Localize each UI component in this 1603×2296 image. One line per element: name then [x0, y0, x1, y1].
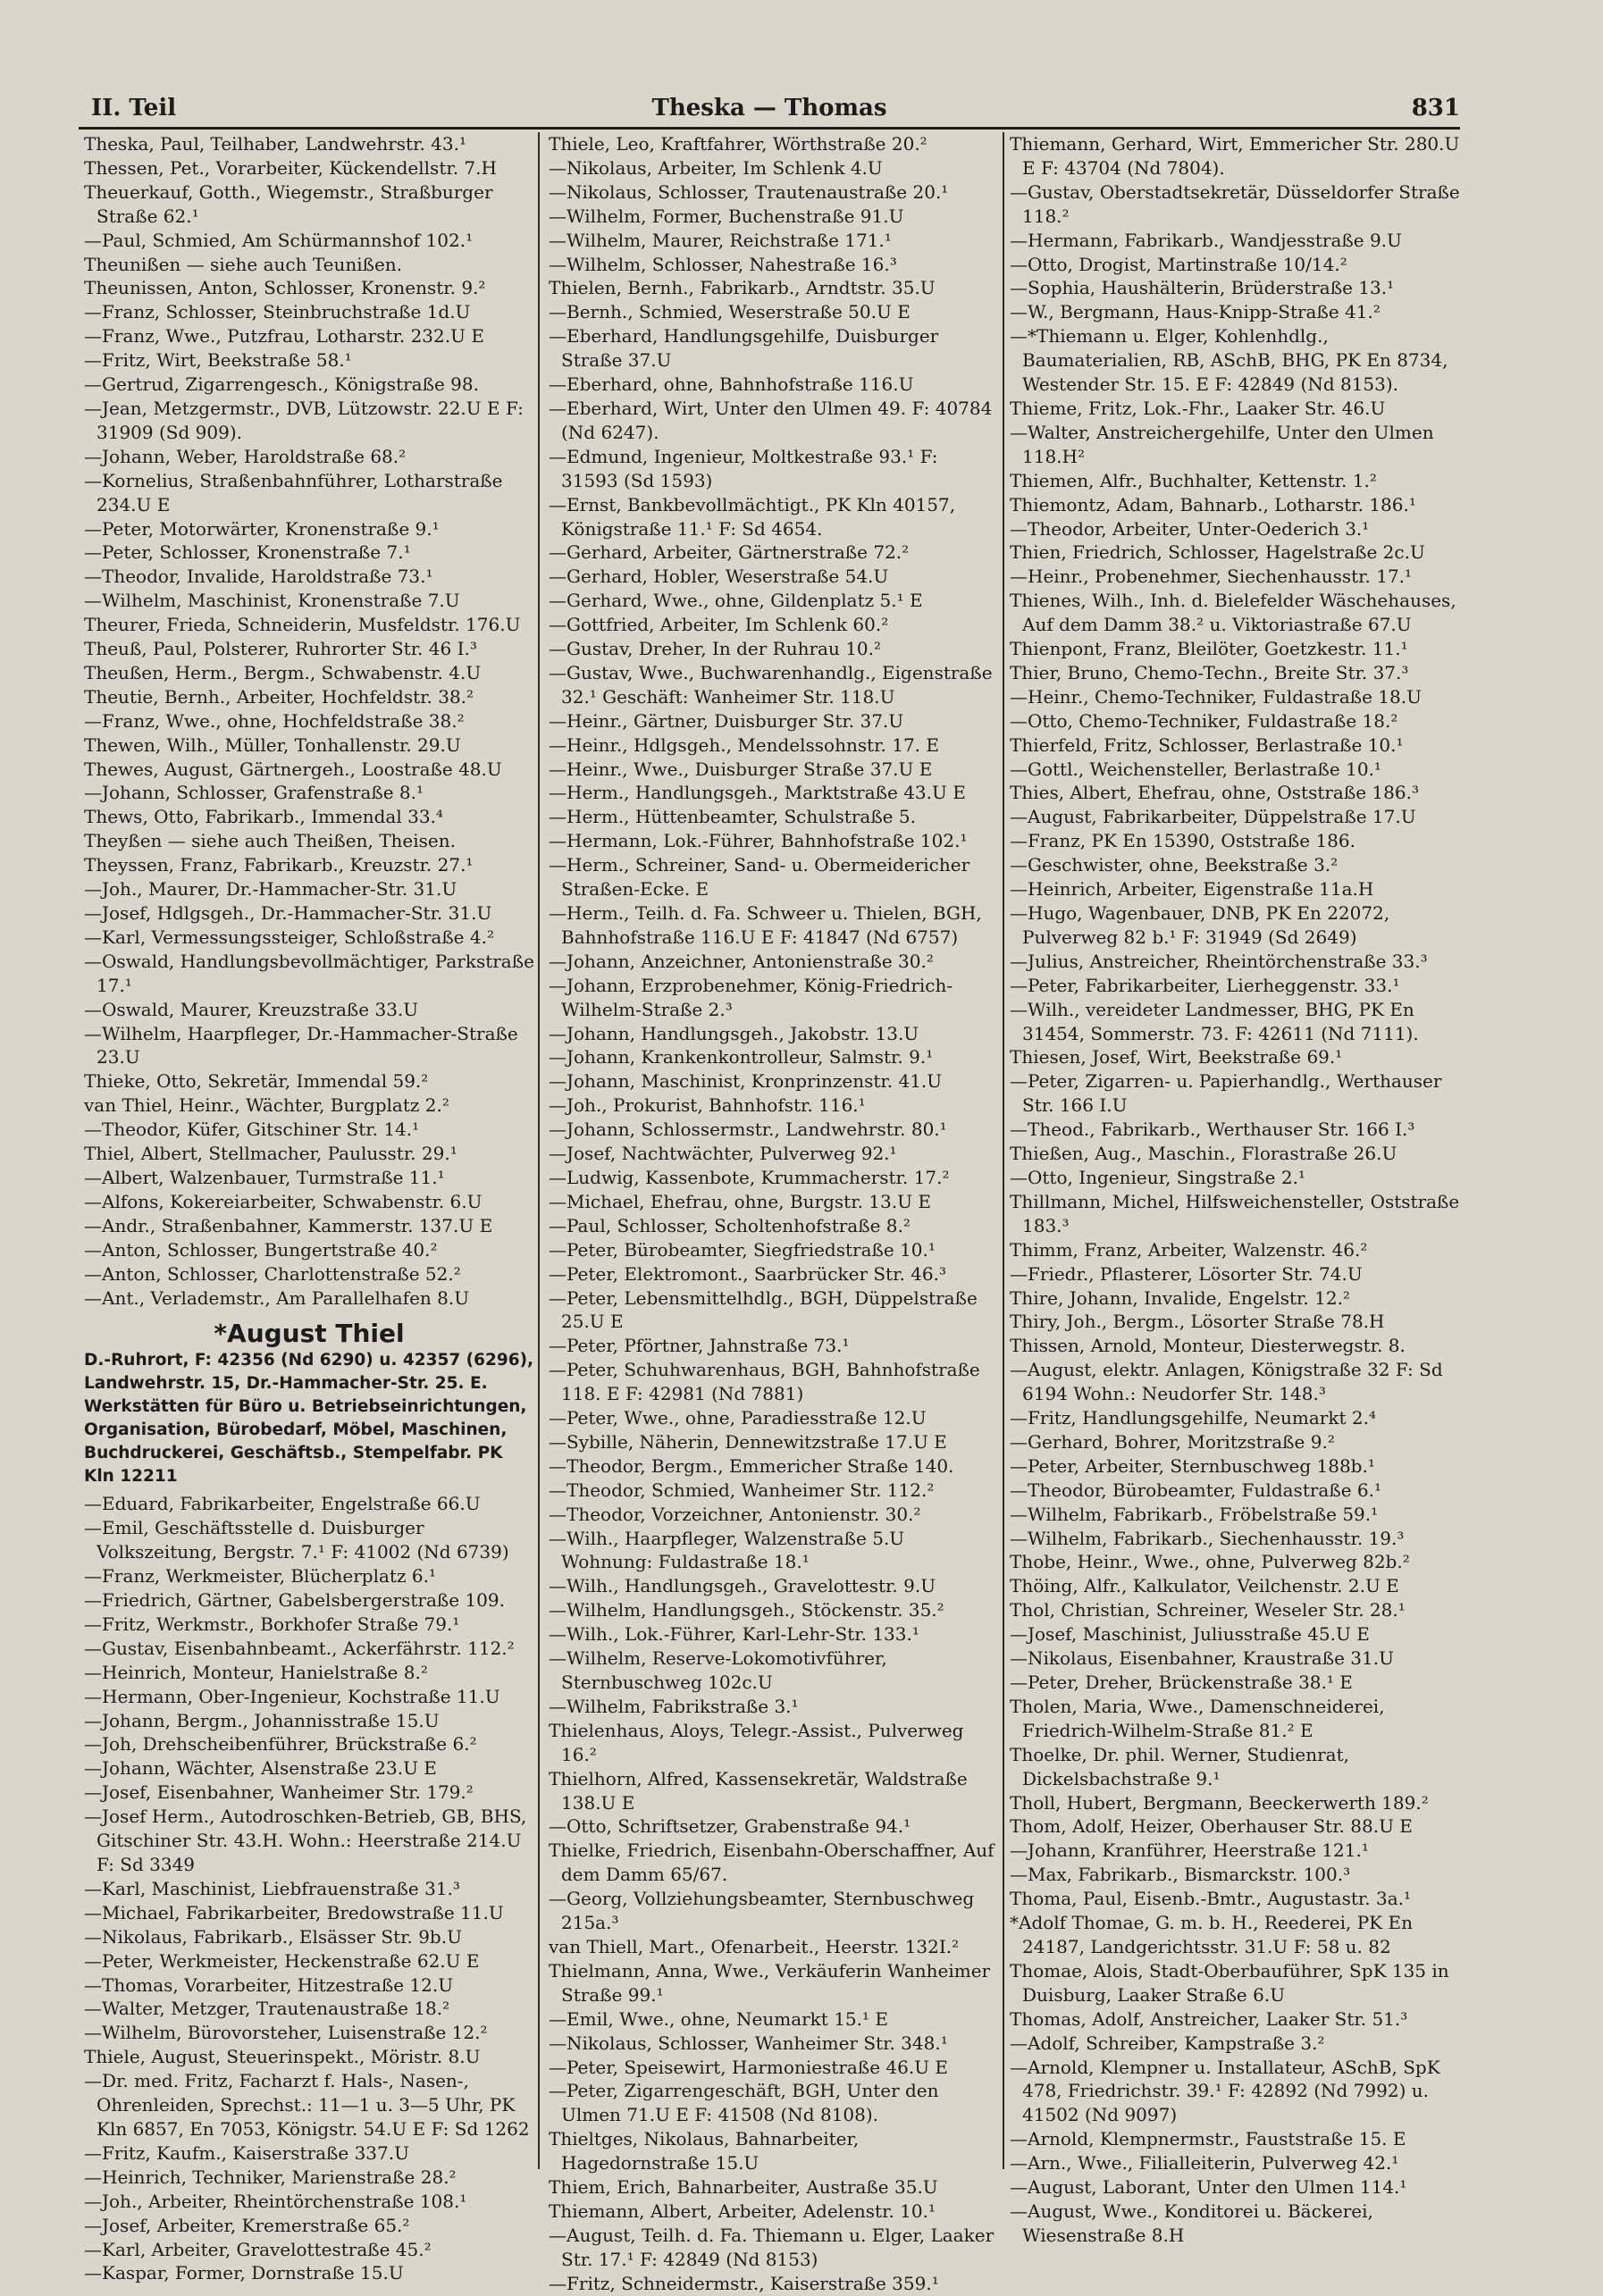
directory-entry: —Franz, Werkmeister, Blücherplatz 6.¹ [84, 1565, 436, 1588]
directory-entry: —Karl, Arbeiter, Gravelottestraße 45.² [84, 2238, 432, 2260]
directory-entry: Thießen, Aug., Maschin., Florastraße 26.U [1010, 1143, 1397, 1165]
directory-entry: —Anton, Schlosser, Charlottenstraße 52.² [84, 1262, 461, 1285]
directory-entry: Thiele, Leo, Kraftfahrer, Wörthstraße 20.² [549, 133, 927, 155]
directory-entry: —Wilhelm, Handlungsgeh., Stöckenstr. 35.² [549, 1599, 944, 1621]
directory-entry: —August, Fabrikarbeiter, Düppelstraße 17.U [1010, 806, 1416, 828]
directory-entry: Thöing, Alfr., Kalkulator, Veilchenstr. 2.U E [1010, 1575, 1399, 1597]
directory-entry: Thiemann, Gerhard, Wirt, Emmericher Str. 280.U E F: 43704 (Nd 7804). [1010, 133, 1460, 179]
directory-entry: —Heinr., Probenehmer, Siechenhausstr. 17.¹ [1010, 566, 1413, 588]
directory-entry: —Joh., Maurer, Dr.-Hammacher-Str. 31.U [84, 878, 457, 901]
directory-entry: —Friedrich, Gärtner, Gabelsbergerstraße 109. [84, 1589, 505, 1612]
firm-details [84, 1349, 534, 1488]
directory-entry: Theyßen — siehe auch Theißen, Theisen. [84, 830, 456, 852]
directory-entry: —Peter, Schlosser, Kronenstraße 7.¹ [84, 541, 411, 564]
directory-entry: —Geschwister, ohne, Beekstraße 3.² [1010, 854, 1339, 876]
directory-entry: —Eberhard, Handlungsgehilfe, Duisburger Straße 37.U [549, 325, 939, 372]
directory-entry: —Georg, Vollziehungsbeamter, Sternbuschweg 215a.³ [549, 1888, 975, 1934]
directory-entry: —Gerhard, Wwe., ohne, Gildenplatz 5.¹ E [549, 590, 923, 612]
directory-entry: —Nikolaus, Schlosser, Wanheimer Str. 348.¹ [549, 2032, 948, 2054]
directory-entry: Thies, Albert, Ehefrau, ohne, Oststraße 186.³ [1010, 782, 1419, 804]
column-divider [1003, 132, 1004, 2169]
directory-entry: —Theod., Fabrikarb., Werthauser Str. 166 I.³ [1010, 1119, 1415, 1141]
directory-entry: Thol, Christian, Schreiner, Weseler Str. 28.¹ [1010, 1599, 1406, 1621]
directory-entry: —Peter, Elektromont., Saarbrücker Str. 46.³ [549, 1262, 946, 1285]
directory-entry: —Johann, Krankenkontrolleur, Salmstr. 9.¹ [549, 1046, 934, 1068]
directory-entry: Thissen, Arnold, Monteur, Diesterwegstr. 8. [1010, 1335, 1406, 1357]
directory-entry: —Theodor, Küfer, Gitschiner Str. 14.¹ [84, 1119, 420, 1141]
directory-entry: —Gerhard, Bohrer, Moritzstraße 9.² [1010, 1430, 1335, 1453]
directory-entry: —Wilhelm, Fabrikarb., Siechenhausstr. 19.³ [1010, 1527, 1405, 1549]
directory-entry: —August, Laborant, Unter den Ulmen 114.¹ [1010, 2176, 1407, 2199]
directory-entry: —Arn., Wwe., Filialleiterin, Pulverweg 42.¹ [1010, 2152, 1399, 2174]
directory-entry: Theunissen, Anton, Schlosser, Kronenstr. 9.² [84, 277, 486, 299]
directory-entry: —Peter, Fabrikarbeiter, Lierheggenstr. 33.¹ [1010, 974, 1400, 996]
directory-entry: —Oswald, Handlungsbevollmächtiger, Parkstraße 17.¹ [84, 950, 534, 996]
directory-entry: —Wilhelm, Fabrikarb., Fröbelstraße 59.¹ [1010, 1503, 1379, 1525]
directory-entry: —Franz, Wwe., Putzfrau, Lotharstr. 232.U E [84, 325, 484, 348]
directory-entry: Thewen, Wilh., Müller, Tonhallenstr. 29.U [84, 733, 461, 756]
directory-entry: Tholl, Hubert, Bergmann, Beeckerwerth 189.² [1010, 1791, 1429, 1814]
directory-entry: Thienes, Wilh., Inh. d. Bielefelder Wäschehauses, Auf dem Damm 38.² u. Viktoriastraße 67.U [1010, 590, 1456, 636]
directory-entry: —Julius, Anstreicher, Rheintörchenstraße 33.³ [1010, 950, 1428, 972]
directory-entry: —Gerhard, Hobler, Weserstraße 54.U [549, 566, 889, 588]
directory-entry: van Thiel, Heinr., Wächter, Burgplatz 2.² [84, 1094, 449, 1117]
directory-entry: —Otto, Drogist, Martinstraße 10/14.² [1010, 253, 1347, 275]
directory-entry: —Eduard, Fabrikarbeiter, Engelstraße 66.U [84, 1493, 481, 1515]
directory-entry: —Johann, Bergm., Johannisstraße 15.U [84, 1709, 440, 1731]
directory-entry: Thoelke, Dr. phil. Werner, Studienrat, Dickelsbachstraße 9.¹ [1010, 1743, 1349, 1789]
directory-entry: —Johann, Wächter, Alsenstraße 23.U E [84, 1757, 437, 1780]
directory-entry: Theuerkauf, Gotth., Wiegemstr., Straßburger Straße 62.¹ [84, 180, 493, 227]
directory-entry: —Herm., Schreiner, Sand- u. Obermeidericher Straßen-Ecke. E [549, 854, 970, 901]
directory-entry: —Fritz, Schneidermstr., Kaiserstraße 359.¹ [549, 2272, 939, 2294]
directory-entry: —Otto, Schriftsetzer, Grabenstraße 94.¹ [549, 1815, 911, 1838]
column-2-entries [549, 132, 997, 2296]
directory-entry: —Johann, Kranführer, Heerstraße 121.¹ [1010, 1839, 1369, 1862]
directory-entry: —Fritz, Kaufm., Kaiserstraße 337.U [84, 2141, 409, 2164]
directory-entry: —Emil, Geschäftsstelle d. Duisburger Volkszeitung, Bergstr. 7.¹ F: 41002 (Nd 6739) [84, 1517, 509, 1563]
directory-entry: —Herm., Hüttenbeamter, Schulstraße 5. [549, 806, 916, 828]
directory-entry: —Jean, Metzgermstr., DVB, Lützowstr. 22.U E F: 31909 (Sd 909). [84, 397, 524, 443]
directory-entry: Thiemann, Albert, Arbeiter, Adelenstr. 10.¹ [549, 2200, 936, 2222]
directory-entry: —Gustav, Wwe., Buchwarenhandlg., Eigenstraße 32.¹ Geschäft: Wanheimer Str. 118.U [549, 661, 993, 708]
directory-entry: —Karl, Maschinist, Liebfrauenstraße 31.³ [84, 1877, 460, 1899]
directory-entry: —Joh., Prokurist, Bahnhofstr. 116.¹ [549, 1094, 866, 1117]
directory-entry: van Thiell, Mart., Ofenarbeit., Heerstr. 132I.² [549, 1935, 960, 1957]
page-number: 831 [1411, 95, 1460, 122]
directory-entry: *Adolf Thomae, G. m. b. H., Reederei, PK En 24187, Landgerichtsstr. 31.U F: 58 u. 82 [1010, 1912, 1413, 1957]
directory-entry: —Wilh., Lok.-Führer, Karl-Lehr-Str. 133.¹ [549, 1623, 919, 1646]
directory-entry: —Emil, Wwe., ohne, Neumarkt 15.¹ E [549, 2007, 888, 2030]
directory-entry: Thielenhaus, Aloys, Telegr.-Assist., Pulverweg 16.² [549, 1719, 964, 1765]
directory-entry: —Johann, Handlungsgeh., Jakobstr. 13.U [549, 1022, 919, 1044]
directory-entry: —August, elektr. Anlagen, Königstraße 32 F: Sd 6194 Wohn.: Neudorfer Str. 148.³ [1010, 1359, 1443, 1405]
directory-entry: —Josef, Hdlgsgeh., Dr.-Hammacher-Str. 31.U [84, 902, 492, 924]
directory-entry: —Theodor, Bürobeamter, Fuldastraße 6.¹ [1010, 1479, 1381, 1501]
directory-entry: —Peter, Speisewirt, Harmoniestraße 46.U E [549, 2056, 949, 2078]
directory-entry: —Gustav, Dreher, In der Ruhrau 10.² [549, 638, 882, 660]
directory-entry: Thiele, August, Steuerinspekt., Möristr. 8.U [84, 2046, 481, 2068]
directory-entry: —Wilhelm, Former, Buchenstraße 91.U [549, 205, 904, 227]
directory-entry: —Thomas, Vorarbeiter, Hitzestraße 12.U [84, 1973, 454, 1996]
directory-entry: —Adolf, Schreiber, Kampstraße 3.² [1010, 2032, 1325, 2054]
directory-entry: —Wilh., Handlungsgeh., Gravelottestr. 9.U [549, 1575, 936, 1597]
directory-entry: Thiem, Erich, Bahnarbeiter, Austraße 35.U [549, 2176, 938, 2199]
directory-entry: —W., Bergmann, Haus-Knipp-Straße 41.² [1010, 301, 1381, 323]
directory-entry: —Peter, Lebensmittelhdlg., BGH, Düppelstraße 25.U E [549, 1286, 978, 1333]
directory-entry: —Joh., Arbeiter, Rheintörchenstraße 108.¹ [84, 2190, 467, 2212]
directory-entry: —Michael, Ehefrau, ohne, Burgstr. 13.U E [549, 1190, 931, 1212]
directory-entry: —Franz, Schlosser, Steinbruchstraße 1d.U [84, 301, 471, 323]
directory-entry: —August, Teilh. d. Fa. Thiemann u. Elger, Laaker Str. 17.¹ F: 42849 (Nd 8153) [549, 2224, 995, 2270]
directory-entry: Thomas, Adolf, Anstreicher, Laaker Str. 51.³ [1010, 2007, 1408, 2030]
directory-entry: —Josef Herm., Autodroschken-Betrieb, GB, BHS, Gitschiner Str. 43.H. Wohn.: Heerstraße 214.U F: Sd 3349 [84, 1806, 527, 1875]
directory-entry: —Paul, Schmied, Am Schürmannshof 102.¹ [84, 229, 474, 251]
directory-entry: —Herm., Teilh. d. Fa. Schweer u. Thielen, BGH, Bahnhofstraße 116.U E F: 41847 (Nd 6757) [549, 902, 982, 948]
directory-entry: —Ludwig, Kassenbote, Krummacherstr. 17.² [549, 1166, 950, 1188]
firm-advertisement [84, 1319, 534, 1488]
directory-entry: Thiry, Joh., Bergm., Lösorter Straße 78.H [1010, 1311, 1385, 1333]
directory-entry: Thewes, August, Gärtnergeh., Loostraße 48.U [84, 758, 502, 780]
directory-entry: —Nikolaus, Schlosser, Trautenaustraße 20.¹ [549, 180, 949, 203]
directory-entry: Thillmann, Michel, Hilfsweichensteller, Oststraße 183.³ [1010, 1190, 1460, 1236]
directory-entry: Thimm, Franz, Arbeiter, Walzenstr. 46.² [1010, 1238, 1368, 1261]
directory-entry: —Josef, Eisenbahner, Wanheimer Str. 179.² [84, 1781, 474, 1804]
directory-entry: —Gottfried, Arbeiter, Im Schlenk 60.² [549, 614, 889, 636]
directory-entry: Thessen, Pet., Vorarbeiter, Kückendellstr. 7.H [84, 156, 497, 179]
directory-entry: —Peter, Arbeiter, Sternbuschweg 188b.¹ [1010, 1454, 1375, 1477]
directory-entry: —Kaspar, Former, Dornstraße 15.U [84, 2262, 404, 2284]
directory-entry: —Gustav, Oberstadtsekretär, Düsseldorfer Straße 118.² [1010, 180, 1460, 227]
directory-entry: —Arnold, Klempner u. Installateur, ASchB, SpK 478, Friedrichstr. 39.¹ F: 42892 (Nd 7992) u. 41502 (Nd 9097) [1010, 2056, 1440, 2126]
directory-entry: —Anton, Schlosser, Bungertstraße 40.² [84, 1238, 438, 1261]
directory-entry: —Andr., Straßenbahner, Kammerstr. 137.U E [84, 1214, 493, 1236]
directory-entry: —Kornelius, Straßenbahnführer, Lotharstraße 234.U E [84, 469, 503, 515]
directory-entry: —Hugo, Wagenbauer, DNB, PK En 22072, Pulverweg 82 b.¹ F: 31949 (Sd 2649) [1010, 902, 1390, 948]
directory-entry: —Walter, Anstreichergehilfe, Unter den Ulmen 118.H² [1010, 421, 1434, 467]
firm-detail-line: D.-Ruhrort, F: 42356 (Nd 6290) u. 42357 (6296), Landwehrstr. 15, Dr.-Hammacher-Str. 25. E. Werkstätten für Büro u. Betriebseinrichtungen, Organisation, Bürobedarf, Möbel, Maschinen, Buchdruckerei, Geschäftsb., Stempelfabr. PK Kln 12211 [84, 1351, 534, 1487]
column-3-entries [1010, 132, 1460, 2248]
directory-entry: —Michael, Fabrikarbeiter, Bredowstraße 11.U [84, 1901, 504, 1923]
directory-entry: —Heinrich, Techniker, Marienstraße 28.² [84, 2166, 457, 2188]
directory-entry: —Nikolaus, Fabrikarb., Elsässer Str. 9b.U [84, 1925, 462, 1948]
directory-entry: Thomae, Alois, Stadt-Oberbauführer, SpK 135 in Duisburg, Laaker Straße 6.U [1010, 1959, 1449, 2006]
directory-entry: Thiemen, Alfr., Buchhalter, Kettenstr. 1.² [1010, 469, 1377, 491]
column-1-entries-top [84, 132, 534, 1310]
page-header [79, 86, 1460, 130]
directory-entry: —Edmund, Ingenieur, Moltkestraße 93.¹ F: 31593 (Sd 1593) [549, 445, 938, 491]
directory-entry: —Wilhelm, Haarpfleger, Dr.-Hammacher-Straße 23.U [84, 1022, 518, 1068]
directory-entry: —Karl, Vermessungssteiger, Schloßstraße 4.² [84, 926, 494, 948]
directory-entry: Theurer, Frieda, Schneiderin, Musfeldstr. 176.U [84, 614, 521, 636]
directory-entry: Thieltges, Nikolaus, Bahnarbeiter, Hagedornstraße 15.U [549, 2128, 860, 2174]
directory-entry: —Paul, Schlosser, Scholtenhofstraße 8.² [549, 1214, 911, 1236]
directory-entry: —Sophia, Haushälterin, Brüderstraße 13.¹ [1010, 277, 1395, 299]
directory-entry: Thews, Otto, Fabrikarb., Immendal 33.⁴ [84, 806, 443, 828]
directory-entry: —Peter, Motorwärter, Kronenstraße 9.¹ [84, 517, 440, 540]
directory-entry: —Wilhelm, Reserve-Lokomotivführer, Sternbuschweg 102c.U [549, 1647, 887, 1693]
directory-entry: —Eberhard, ohne, Bahnhofstraße 116.U [549, 373, 914, 396]
directory-entry: —Johann, Schlosser, Grafenstraße 8.¹ [84, 782, 424, 804]
directory-entry: Theska, Paul, Teilhaber, Landwehrstr. 43.¹ [84, 133, 466, 155]
directory-page [79, 86, 1460, 2294]
directory-entry: Thier, Bruno, Chemo-Techn., Breite Str. 37.³ [1010, 661, 1409, 683]
directory-entry: —Arnold, Klempnermstr., Fauststraße 15. E [1010, 2128, 1406, 2150]
directory-entry: —Johann, Maschinist, Kronprinzenstr. 41.U [549, 1070, 943, 1093]
directory-entry: Thoma, Paul, Eisenb.-Bmtr., Augustastr. 3a.¹ [1010, 1888, 1412, 1910]
directory-entry: —Wilhelm, Maurer, Reichstraße 171.¹ [549, 229, 892, 251]
firm-name: *August Thiel [214, 1319, 405, 1349]
directory-entry: Thielhorn, Alfred, Kassensekretär, Waldstraße 138.U E [549, 1767, 968, 1814]
directory-entry: —Nikolaus, Arbeiter, Im Schlenk 4.U [549, 156, 883, 179]
directory-entry: —Peter, Schuhwarenhaus, BGH, Bahnhofstraße 118. E F: 42981 (Nd 7881) [549, 1359, 980, 1405]
directory-entry: —Fritz, Handlungsgehilfe, Neumarkt 2.⁴ [1010, 1407, 1376, 1429]
directory-entry: —Johann, Weber, Haroldstraße 68.² [84, 445, 407, 467]
directory-entry: —Heinrich, Monteur, Hanielstraße 8.² [84, 1661, 428, 1683]
directory-entry: —Wilhelm, Schlosser, Nahestraße 16.³ [549, 253, 897, 275]
directory-entry: Theyssen, Franz, Fabrikarb., Kreuzstr. 27.¹ [84, 854, 474, 876]
column-3 [1010, 132, 1460, 2246]
directory-entry: —Theodor, Bergm., Emmericher Straße 140. [549, 1454, 954, 1477]
directory-entry: —Wilh., vereideter Landmesser, BHG, PK En 31454, Sommerstr. 73. F: 42611 (Nd 7111). [1010, 998, 1419, 1044]
directory-entry: Thierfeld, Fritz, Schlosser, Berlastraße 10.¹ [1010, 733, 1404, 756]
directory-entry: —Herm., Handlungsgeh., Marktstraße 43.U E [549, 782, 966, 804]
directory-entry: —Wilhelm, Maschinist, Kronenstraße 7.U [84, 590, 460, 612]
directory-entry: —Joh, Drehscheibenführer, Brückstraße 6.² [84, 1733, 477, 1756]
directory-entry: Thieme, Fritz, Lok.-Fhr., Laaker Str. 46.U [1010, 397, 1386, 419]
directory-entry: —Nikolaus, Eisenbahner, Kraustraße 31.U [1010, 1647, 1394, 1670]
directory-entry: —Albert, Walzenbauer, Turmstraße 11.¹ [84, 1166, 445, 1188]
directory-entry: —Franz, PK En 15390, Oststraße 186. [1010, 830, 1355, 852]
directory-entry: —Oswald, Maurer, Kreuzstraße 33.U [84, 998, 419, 1020]
directory-entry: —Gertrud, Zigarrengesch., Königstraße 98. [84, 373, 479, 396]
directory-entry: —Hermann, Lok.-Führer, Bahnhofstraße 102.¹ [549, 830, 968, 852]
directory-entry: —Johann, Anzeichner, Antonienstraße 30.² [549, 950, 934, 972]
directory-entry: —Wilhelm, Fabrikstraße 3.¹ [549, 1695, 799, 1717]
directory-entry: —Peter, Wwe., ohne, Paradiesstraße 12.U [549, 1407, 927, 1429]
directory-entry: —Peter, Werkmeister, Heckenstraße 62.U E [84, 1949, 480, 1972]
directory-entry: —Heinrich, Arbeiter, Eigenstraße 11a.H [1010, 878, 1374, 901]
directory-entry: —Eberhard, Wirt, Unter den Ulmen 49. F: 40784 (Nd 6247). [549, 397, 993, 443]
directory-entry: —Theodor, Invalide, Haroldstraße 73.¹ [84, 566, 433, 588]
directory-entry: Tholen, Maria, Wwe., Damenschneiderei, Friedrich-Wilhelm-Straße 81.² E [1010, 1695, 1385, 1741]
directory-entry: —Ernst, Bankbevollmächtigt., PK Kln 40157, Königstraße 11.¹ F: Sd 4654. [549, 493, 956, 540]
directory-entry: —Walter, Metzger, Trautenaustraße 18.² [84, 1998, 450, 2020]
directory-entry: —Fritz, Wirt, Beekstraße 58.¹ [84, 349, 352, 372]
directory-entry: Thire, Johann, Invalide, Engelstr. 12.² [1010, 1286, 1350, 1309]
column-divider [538, 132, 540, 2169]
directory-entry: Thielmann, Anna, Wwe., Verkäuferin Wanheimer Straße 99.¹ [549, 1959, 991, 2006]
part-label: II. Teil [91, 95, 177, 122]
directory-entry: —August, Wwe., Konditorei u. Bäckerei, Wiesenstraße 8.H [1010, 2200, 1373, 2246]
directory-entry: —Hermann, Ober-Ingenieur, Kochstraße 11.U [84, 1685, 500, 1707]
directory-entry: —Theodor, Schmied, Wanheimer Str. 112.² [549, 1479, 935, 1501]
directory-entry: —Josef, Nachtwächter, Pulverweg 92.¹ [549, 1143, 897, 1165]
directory-entry: Thobe, Heinr., Wwe., ohne, Pulverweg 82b.² [1010, 1551, 1410, 1573]
directory-entry: —Heinr., Gärtner, Duisburger Str. 37.U [549, 709, 904, 732]
directory-entry: —Fritz, Werkmstr., Borkhofer Straße 79.¹ [84, 1613, 460, 1635]
directory-entry: Thien, Friedrich, Schlosser, Hagelstraße 2c.U [1010, 541, 1425, 564]
directory-entry: —Heinr., Hdlgsgeh., Mendelssohnstr. 17. E [549, 733, 939, 756]
column-1 [84, 132, 534, 2284]
directory-entry: —Johann, Schlossermstr., Landwehrstr. 80.¹ [549, 1119, 947, 1141]
directory-entry: Theuß, Paul, Polsterer, Ruhrorter Str. 46 I.³ [84, 638, 477, 660]
directory-entry: —Peter, Zigarren- u. Papierhandlg., Werthauser Str. 166 I.U [1010, 1070, 1442, 1117]
directory-entry: Thiemontz, Adam, Bahnarb., Lotharstr. 186.¹ [1010, 493, 1416, 515]
name-range: Theska — Thomas [651, 95, 887, 122]
directory-entry: —Franz, Wwe., ohne, Hochfeldstraße 38.² [84, 709, 465, 732]
directory-entry: —Peter, Dreher, Brückenstraße 38.¹ E [1010, 1672, 1353, 1693]
directory-entry: —Gerhard, Arbeiter, Gärtnerstraße 72.² [549, 541, 910, 564]
directory-entry: —Heinr., Wwe., Duisburger Straße 37.U E [549, 758, 933, 780]
directory-entry: Theunißen — siehe auch Teunißen. [84, 253, 403, 275]
directory-entry: Theutie, Bernh., Arbeiter, Hochfeldstr. 38.² [84, 685, 474, 708]
directory-entry: —Josef, Arbeiter, Kremerstraße 65.² [84, 2214, 410, 2236]
directory-entry: —Sybille, Näherin, Dennewitzstraße 17.U E [549, 1430, 947, 1453]
directory-entry: Thom, Adolf, Heizer, Oberhauser Str. 88.U E [1010, 1815, 1413, 1838]
directory-entry: —Josef, Maschinist, Juliusstraße 45.U E [1010, 1623, 1370, 1646]
directory-entry: —Dr. med. Fritz, Facharzt f. Hals-, Nasen-, Ohrenleiden, Sprechst.: 11—1 u. 3—5 Uhr, PK Kln 6857, En 7053, Königstr. 54.U E F: Sd 1262 [84, 2070, 530, 2140]
directory-entry: —Johann, Erzprobenehmer, König-Friedrich-Wilhelm-Straße 2.³ [549, 974, 953, 1020]
directory-entry: —Otto, Chemo-Techniker, Fuldastraße 18.² [1010, 709, 1398, 732]
directory-entry: —Max, Fabrikarb., Bismarckstr. 100.³ [1010, 1864, 1351, 1886]
directory-entry: —Ant., Verlademstr., Am Parallelhafen 8.U [84, 1286, 470, 1309]
directory-entry: —Peter, Pförtner, Jahnstraße 73.¹ [549, 1335, 850, 1357]
directory-entry: Thielke, Friedrich, Eisenbahn-Oberschaffner, Auf dem Damm 65/67. [549, 1839, 995, 1886]
directory-entry: —Peter, Bürobeamter, Siegfriedstraße 10.¹ [549, 1238, 936, 1261]
directory-entry: —Gustav, Eisenbahnbeamt., Ackerfährstr. 112.² [84, 1637, 515, 1659]
directory-entry: —Heinr., Chemo-Techniker, Fuldastraße 18.U [1010, 685, 1422, 708]
directory-entry: —Gottl., Weichensteller, Berlastraße 10.¹ [1010, 758, 1381, 780]
directory-entry: —Friedr., Pflasterer, Lösorter Str. 74.U [1010, 1262, 1363, 1285]
directory-entry: —Peter, Zigarrengeschäft, BGH, Unter den Ulmen 71.U E F: 41508 (Nd 8108). [549, 2080, 939, 2126]
directory-entry: Thiel, Albert, Stellmacher, Paulusstr. 29.¹ [84, 1143, 457, 1165]
directory-entry: Theußen, Herm., Bergm., Schwabenstr. 4.U [84, 661, 482, 683]
directory-entry: Thielen, Bernh., Fabrikarb., Arndtstr. 35.U [549, 277, 936, 299]
directory-entry: —Bernh., Schmied, Weserstraße 50.U E [549, 301, 911, 323]
directory-entry: —*Thiemann u. Elger, Kohlenhdlg., Baumaterialien, RB, ASchB, BHG, PK En 8734, Westender Str. 15. E F: 42849 (Nd 8153). [1010, 325, 1448, 396]
directory-entry: Thiesen, Josef, Wirt, Beekstraße 69.¹ [1010, 1046, 1343, 1068]
column-2 [549, 132, 997, 2294]
directory-entry: Thienpont, Franz, Bleilöter, Goetzkestr. 11.¹ [1010, 638, 1408, 660]
directory-entry: —Wilhelm, Bürovorsteher, Luisenstraße 12.² [84, 2022, 488, 2044]
directory-entry: —Wilh., Haarpfleger, Walzenstraße 5.U Wohnung: Fuldastraße 18.¹ [549, 1527, 905, 1573]
directory-entry: —Otto, Ingenieur, Singstraße 2.¹ [1010, 1166, 1305, 1188]
column-1-entries-bottom [84, 1492, 534, 2285]
directory-entry: —Theodor, Vorzeichner, Antonienstr. 30.² [549, 1503, 921, 1525]
directory-entry: —Alfons, Kokereiarbeiter, Schwabenstr. 6.U [84, 1190, 483, 1212]
columns [79, 132, 1460, 2294]
directory-entry: —Theodor, Arbeiter, Unter-Oederich 3.¹ [1010, 517, 1370, 540]
directory-entry: —Hermann, Fabrikarb., Wandjesstraße 9.U [1010, 229, 1402, 251]
directory-entry: Thieke, Otto, Sekretär, Immendal 59.² [84, 1070, 429, 1093]
